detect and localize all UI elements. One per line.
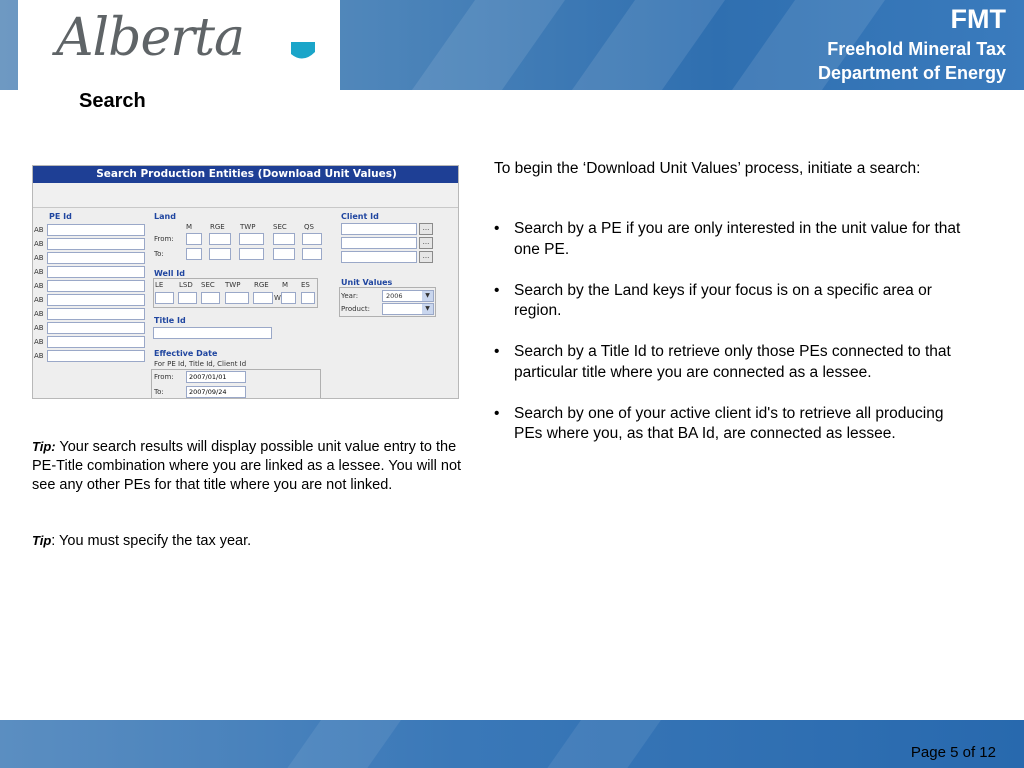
year-select[interactable] <box>382 290 434 302</box>
bullet-item: • Search by a Title Id to retrieve only those PEs connected to that particular title where you are connected as a lessee. <box>494 342 964 383</box>
tip-1-label: Tip: <box>32 439 56 454</box>
search-options-list <box>494 219 964 465</box>
fmt-title: FMT <box>950 4 1006 34</box>
land-from-label: From: <box>154 235 174 243</box>
footer-bar <box>0 720 1024 768</box>
land-to-m-field[interactable] <box>186 248 202 260</box>
footer-stripe <box>532 720 668 768</box>
tip-2-label: Tip <box>32 533 52 548</box>
tip-2 <box>32 531 462 551</box>
well-w-separator: W <box>274 294 281 302</box>
chevron-down-icon: ▼ <box>422 304 433 314</box>
well-twp-field[interactable] <box>225 292 249 304</box>
well-sec-field[interactable] <box>201 292 220 304</box>
date-from-field[interactable]: 2007/01/01 <box>186 371 246 383</box>
client-lookup-button[interactable]: ... <box>419 223 433 235</box>
ab-prefix: AB <box>34 296 44 304</box>
pe-id-field[interactable] <box>47 224 145 236</box>
ab-prefix: AB <box>34 324 44 332</box>
pe-id-field[interactable] <box>47 294 145 306</box>
effective-date-label: Effective Date <box>154 349 218 358</box>
product-label: Product: <box>341 305 370 313</box>
land-col-twp: TWP <box>240 223 256 231</box>
fmt-subtitle-line2: Department of Energy <box>817 63 1006 83</box>
pe-id-field[interactable] <box>47 322 145 334</box>
well-col-rge: RGE <box>254 281 269 289</box>
land-from-rge-field[interactable] <box>209 233 231 245</box>
pe-id-field[interactable] <box>47 238 145 250</box>
ab-prefix: AB <box>34 282 44 290</box>
banner-stripe <box>551 0 739 90</box>
page-number: Page 5 of 12 <box>910 744 996 761</box>
ab-prefix: AB <box>34 310 44 318</box>
land-to-rge-field[interactable] <box>209 248 231 260</box>
form-title-bar: Search Production Entities (Download Unit Values) <box>33 166 459 183</box>
bullet-item: • Search by a PE if you are only interested in the unit value for that one PE. <box>494 219 964 260</box>
client-lookup-button[interactable]: ... <box>419 237 433 249</box>
alberta-logo <box>18 0 340 90</box>
tip-2-text: : You must specify the tax year. <box>51 533 252 549</box>
tip-1 <box>32 437 462 495</box>
land-to-twp-field[interactable] <box>239 248 264 260</box>
well-es-field[interactable] <box>301 292 315 304</box>
fmt-subtitle-line1: Freehold Mineral Tax <box>827 39 1006 59</box>
land-to-sec-field[interactable] <box>273 248 295 260</box>
client-lookup-button[interactable]: ... <box>419 251 433 263</box>
well-id-label: Well Id <box>154 269 185 278</box>
ab-prefix: AB <box>34 226 44 234</box>
pe-id-field[interactable] <box>47 336 145 348</box>
tip-1-text: Your search results will display possible unit value entry to the PE-Title combination where you are linked as a lessee. You will not see any other PEs for that title where you are not linked. <box>32 439 462 493</box>
well-rge-field[interactable] <box>253 292 273 304</box>
pe-id-field[interactable] <box>47 350 145 362</box>
client-id-field[interactable] <box>341 237 417 249</box>
date-to-field[interactable]: 2007/09/24 <box>186 386 246 398</box>
alberta-logo-text: Alberta <box>56 8 244 68</box>
client-id-field[interactable] <box>341 223 417 235</box>
ab-prefix: AB <box>34 268 44 276</box>
date-to-label: To: <box>154 388 164 396</box>
header-banner <box>0 0 1024 90</box>
land-from-m-field[interactable] <box>186 233 202 245</box>
pe-id-field[interactable] <box>47 252 145 264</box>
land-from-qs-field[interactable] <box>302 233 322 245</box>
pe-id-label: PE Id <box>49 212 72 221</box>
ab-prefix: AB <box>34 254 44 262</box>
chevron-down-icon: ▼ <box>422 291 433 301</box>
land-from-twp-field[interactable] <box>239 233 264 245</box>
search-form-screenshot <box>32 165 459 399</box>
form-body <box>33 207 459 399</box>
ab-prefix: AB <box>34 338 44 346</box>
banner-stripe <box>391 0 579 90</box>
pe-id-field[interactable] <box>47 280 145 292</box>
effective-date-note: For PE Id, Title Id, Client Id <box>154 360 247 368</box>
well-col-lsd: LSD <box>179 281 193 289</box>
well-col-m: M <box>282 281 289 289</box>
well-col-sec: SEC <box>201 281 215 289</box>
client-id-label: Client Id <box>341 212 379 221</box>
land-to-qs-field[interactable] <box>302 248 322 260</box>
product-select[interactable] <box>382 303 434 315</box>
well-col-twp: TWP <box>225 281 241 289</box>
page-title: Search <box>79 90 146 112</box>
well-col-le: LE <box>155 281 164 289</box>
land-col-rge: RGE <box>210 223 225 231</box>
year-label: Year: <box>341 292 359 300</box>
land-col-sec: SEC <box>273 223 287 231</box>
date-from-label: From: <box>154 373 174 381</box>
footer-stripe <box>272 720 408 768</box>
unit-values-label: Unit Values <box>341 278 393 287</box>
land-label: Land <box>154 212 176 221</box>
title-id-field[interactable] <box>153 327 272 339</box>
well-m-field[interactable] <box>281 292 296 304</box>
well-le-field[interactable] <box>155 292 174 304</box>
land-from-sec-field[interactable] <box>273 233 295 245</box>
year-select-value: 2006 <box>386 292 403 300</box>
well-col-es: ES <box>301 281 310 289</box>
land-col-qs: QS <box>304 223 314 231</box>
pe-id-field[interactable] <box>47 308 145 320</box>
ab-prefix: AB <box>34 352 44 360</box>
client-id-field[interactable] <box>341 251 417 263</box>
land-col-m: M <box>186 223 193 231</box>
ab-prefix: AB <box>34 240 44 248</box>
pe-id-field[interactable] <box>47 266 145 278</box>
well-lsd-field[interactable] <box>178 292 197 304</box>
land-to-label: To: <box>154 250 164 258</box>
bullet-item: • Search by one of your active client id's to retrieve all producing PEs where you, as that BA Id, are connected as lessee. <box>494 404 964 445</box>
alberta-logo-mark-icon <box>291 42 315 64</box>
intro-text: To begin the ‘Download Unit Values’ process, initiate a search: <box>494 160 921 177</box>
title-id-label: Title Id <box>154 316 186 325</box>
bullet-item: • Search by the Land keys if your focus is on a specific area or region. <box>494 281 964 322</box>
